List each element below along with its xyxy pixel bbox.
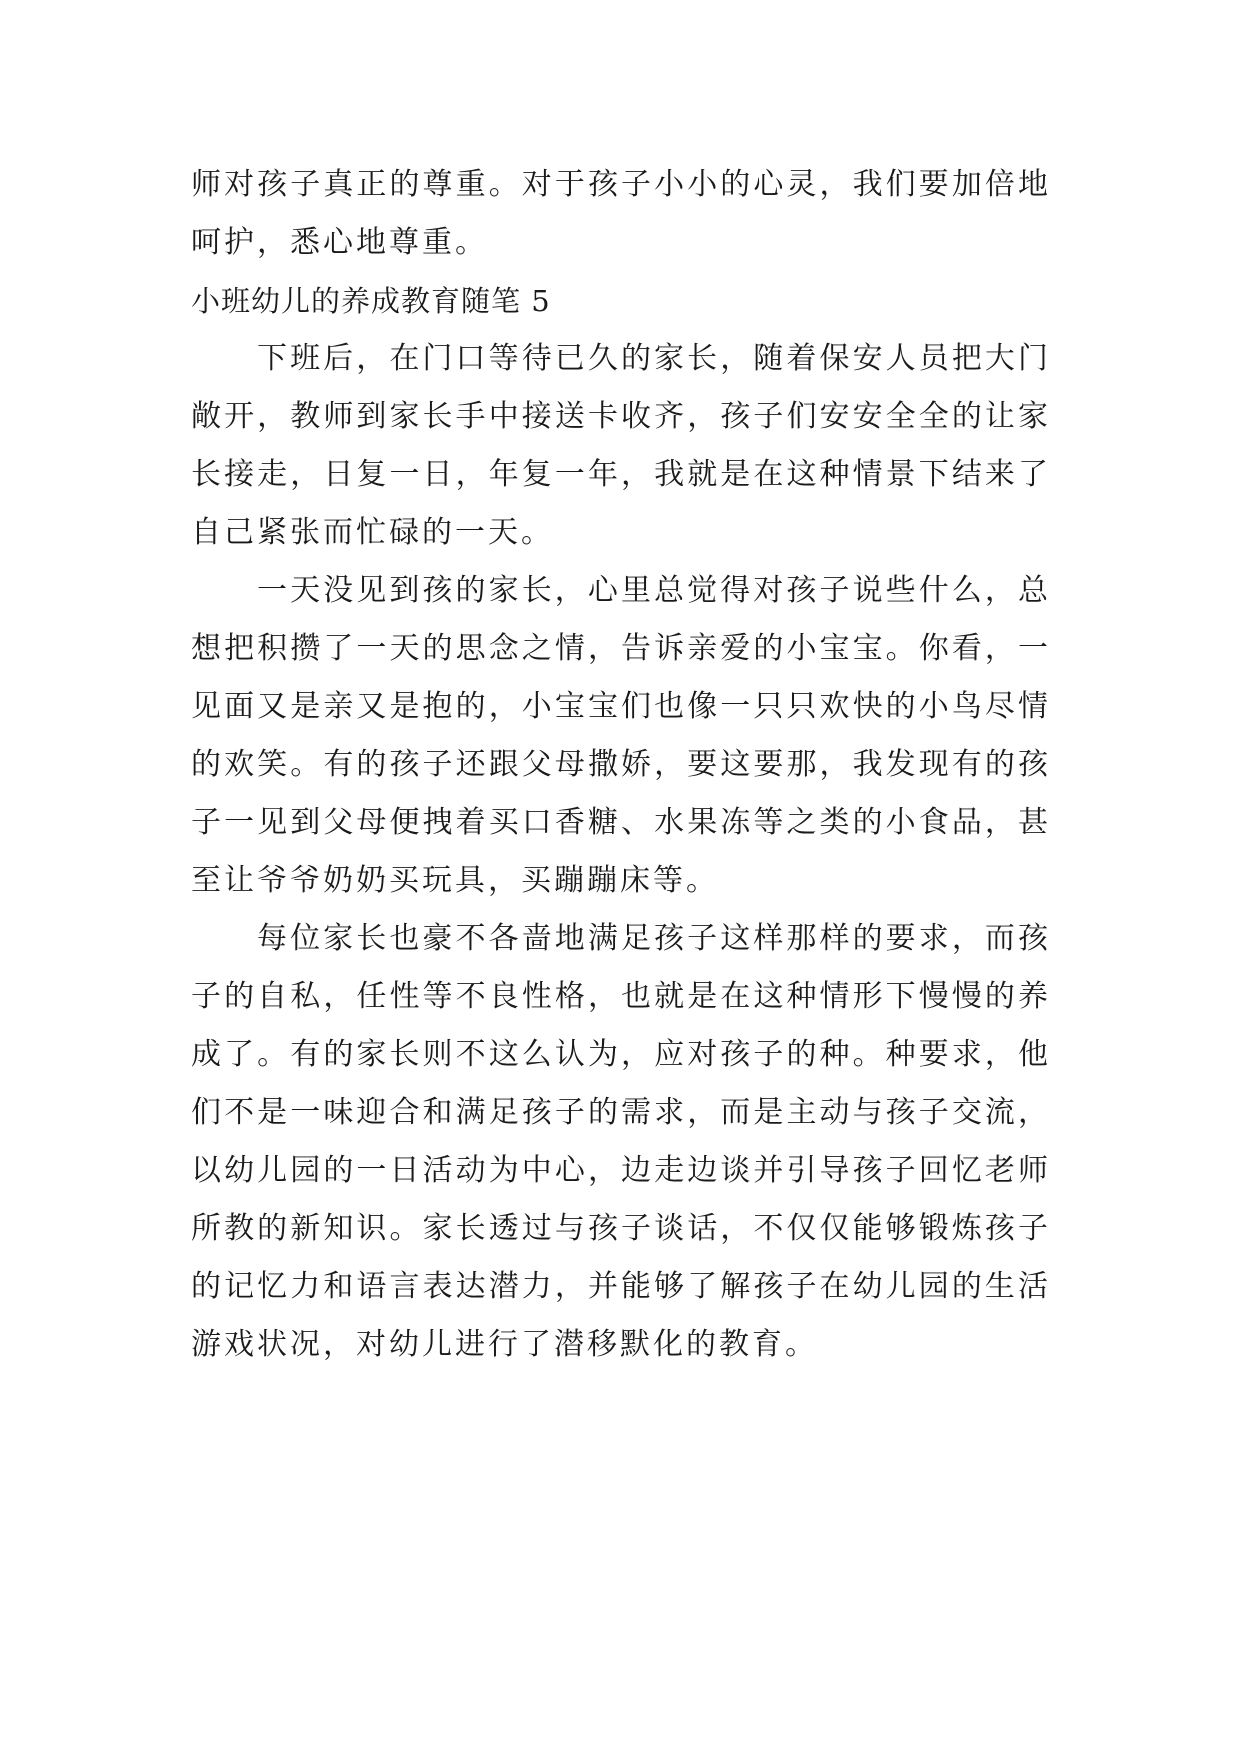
body-paragraph-3: 每位家长也豪不各啬地满足孩子这样那样的要求，而孩子的自私，任性等不良性格，也就是在这种情形下慢慢的养成了。有的家长则不这么认为，应对孩子的种。种要求，他们不是一味迎合和满足孩子的需求，而是主动与孩子交流，以幼儿园的一日活动为中心，边走边谈并引导孩子回忆老师所教的新知识。家长透过与孩子谈话，不仅仅能够锻炼孩子的记忆力和语言表达潜力，并能够了解孩子在幼儿园的生活游戏状况，对幼儿进行了潜移默化的教育。 <box>191 921 1051 1362</box>
section-title: 小班幼儿的养成教育随笔 5 <box>191 284 551 318</box>
body-paragraph-2: 一天没见到孩的家长，心里总觉得对孩子说些什么，总想把积攒了一天的思念之情，告诉亲爱的小宝宝。你看，一见面又是亲又是抱的，小宝宝们也像一只只欢快的小鸟尽情的欢笑。有的孩子还跟父母撒娇，要这要那，我发现有的孩子一见到父母便拽着买口香糖、水果冻等之类的小食品，甚至让爷爷奶奶买玩具，买蹦蹦床等。 <box>191 573 1051 898</box>
document-body <box>191 156 1051 1374</box>
body-paragraph-1: 下班后，在门口等待已久的家长，随着保安人员把大门敞开，教师到家长手中接送卡收齐，孩子们安安全全的让家长接走，日复一日，年复一年，我就是在这种情景下结来了自己紧张而忙碌的一天。 <box>191 341 1051 550</box>
continuation-paragraph: 师对孩子真正的尊重。对于孩子小小的心灵，我们要加倍地呵护，悉心地尊重。 <box>191 167 1051 260</box>
